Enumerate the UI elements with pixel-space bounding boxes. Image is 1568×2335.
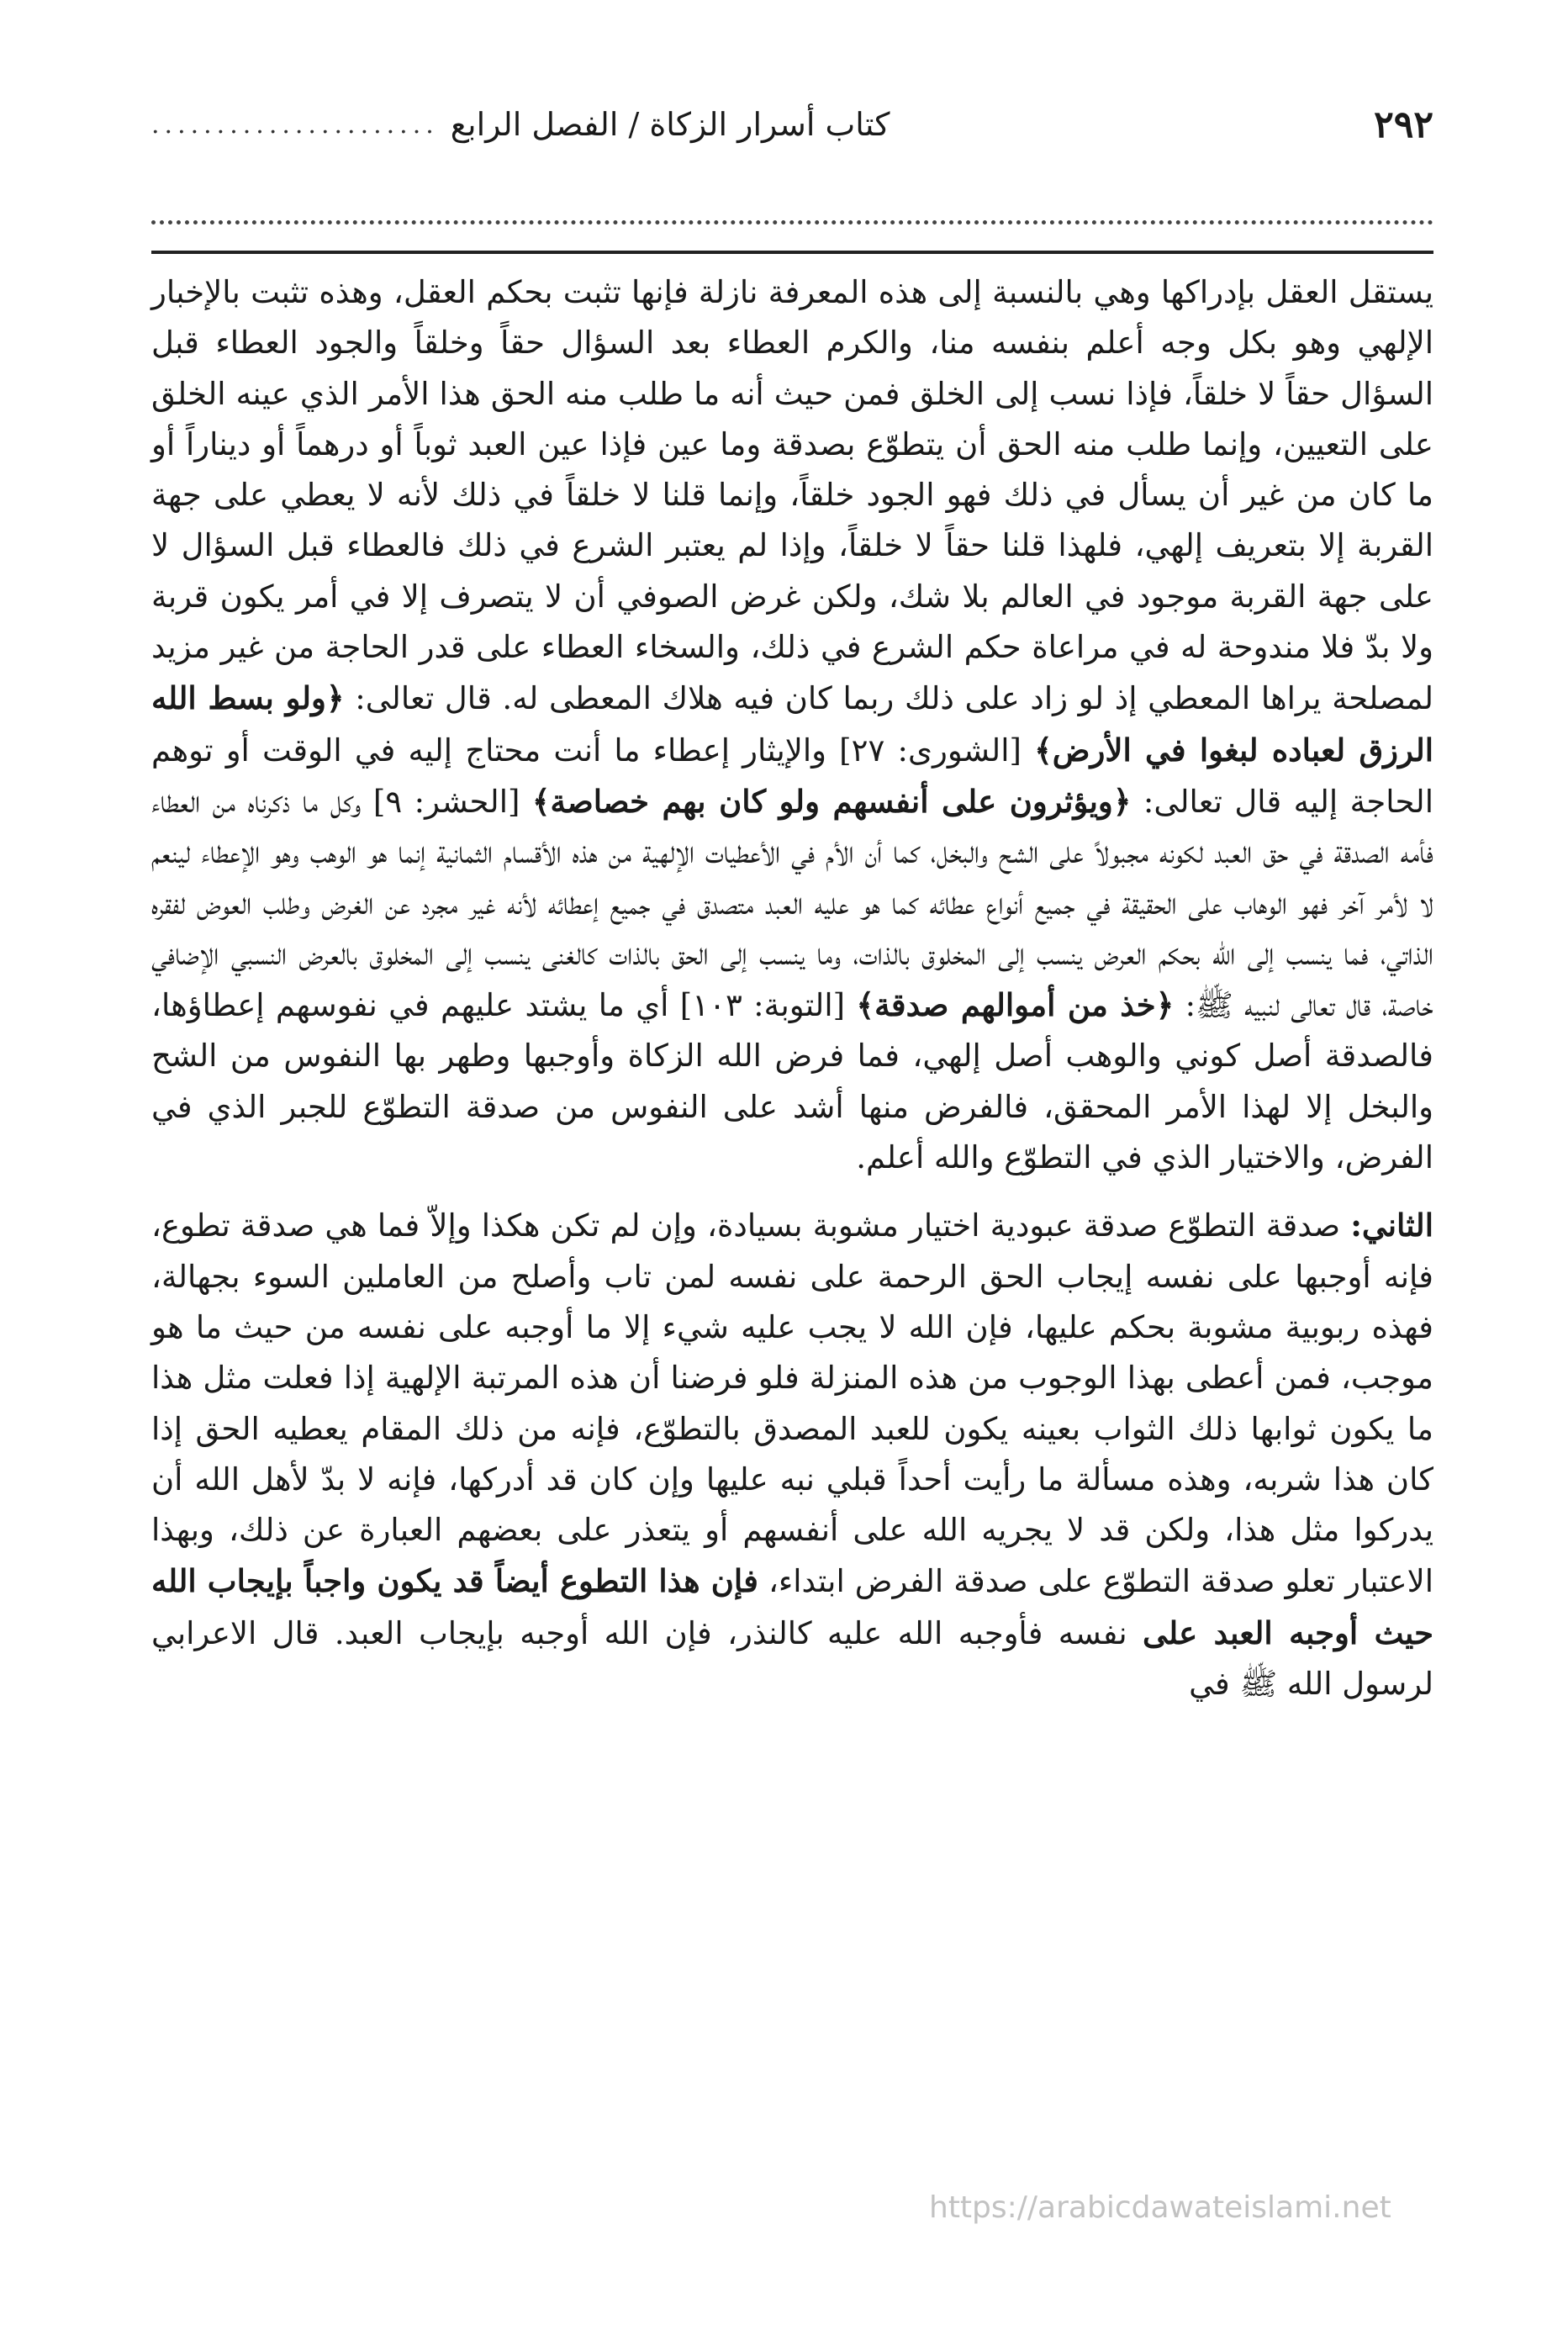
source-watermark: https://arabicdawateislami.net bbox=[929, 2190, 1391, 2225]
paragraph-1-text-d: [التوبة: ١٠٣] أي ما يشتد عليهم في نفوسهم إعطاؤها، فالصدقة أصل كوني والوهب أصل إلهي، فما فرض الله الزكاة وأوجبها وطهر بها النفوس من الشح والبخل إلا لهذا الأمر المحقق، فالفرض منها أشد على النفوس من صدقة التطوّع للجبر الذي في الفرض، والاختيار الذي في التطوّع والله أعلم. bbox=[151, 987, 1433, 1176]
header-solid-rule bbox=[151, 251, 1433, 254]
paragraph-1-text-b: [الشورى: ٢٧] والإيثار إعطاء ما أنت محتاج إليه في الوقت أو توهم الحاجة إليه قال تعالى: bbox=[151, 732, 1433, 820]
paragraph-2-bold-text: فإن هذا التطوع أيضاً قد يكون واجباً بإيجاب الله حيث أوجبه العبد على bbox=[151, 1562, 1433, 1651]
paragraph-1-text-c: [الحشر: ٩] وكل ما ذكرناه من العطاء فأمه الصدقة في حق العبد لكونه مجبولاً على الشح والبخل، كما أن الأم في الأعطيات الإلهية من هذه الأقسام الثمانية إنما هو الوهب وهو الإعطاء لينعم لا لأمر آخر فهو الوهاب على الحقيقة في جميع أنواع عطائه كما هو عليه العبد متصدق في جميع إعطائه لأنه غير مجرد عن الغرض وطلب العوض لفقره الذاتي، فما ينسب إلى الله بحكم العرض ينسب إلى المخلوق بالذات، وما ينسب إلى الحق بالذات كالغنى ينسب إلى المخلوق بالعرض النسبي الإضافي خاصة، قال تعالى لنبيه ﷺ: bbox=[151, 783, 1434, 1024]
paragraph-2-text-b: نفسه فأوجبه الله عليه كالنذر، فإن الله أوجبه بإيجاب العبد. قال الاعرابي لرسول الله ﷺ في bbox=[151, 1614, 1433, 1703]
header-title-group bbox=[151, 106, 890, 143]
header-dotted-rule bbox=[151, 220, 1433, 225]
paragraph-2-text-a: صدقة التطوّع صدقة عبودية اختيار مشوبة بسيادة، وإن لم تكن هكذا وإلاّ فما هي صدقة تطوع، فإنه أوجبها على نفسه إيجاب الحق الرحمة على نفسه لمن تاب وأصلح من العاملين السوء بجهالة، فهذه ربوبية مشوبة بحكم عليها، فإن الله لا يجب عليه شيء إلا ما أوجبه على نفسه من حيث ما هو موجب، فمن أعطى بهذا الوجوب من هذه المنزلة فلو فرضنا أن هذه المرتبة الإلهية إذا فعلت مثل هذا ما يكون ثوابها ذلك الثواب بعينه يكون للعبد المصدق بالتطوّع، فإنه من ذلك المقام يعطيه الحق إذا كان هذا شربه، وهذه مسألة ما رأيت أحداً قبلي نبه عليها وإن كان قد أدركها، فإنه لا بدّ لأهل الله أن يدركوا مثل هذا، ولكن قد لا يجريه الله على أنفسهم أو يتعذر على بعضهم العبارة عن ذلك، وبهذا الاعتبار تعلو صدقة التطوّع على صدقة الفرض ابتداء، bbox=[151, 1207, 1433, 1600]
running-header bbox=[151, 99, 1433, 150]
header-leader-dots: ...................... bbox=[151, 109, 439, 140]
quran-verse-ash-shura: ﴿ولو بسط الله الرزق لعباده لبغوا في الأرض﴾ bbox=[151, 679, 1433, 769]
paragraph-1 bbox=[151, 267, 1433, 1183]
page-number: ٢٩٢ bbox=[1374, 103, 1433, 146]
quran-verse-al-hashr: ﴿ويؤثرون على أنفسهم ولو كان بهم خصاصة﴾ bbox=[531, 782, 1132, 820]
paragraph-2 bbox=[151, 1200, 1433, 1709]
quran-verse-at-tawba: ﴿خذ من أموالهم صدقة﴾ bbox=[856, 986, 1175, 1024]
paragraph-1-text-a: يستقل العقل بإدراكها وهي بالنسبة إلى هذه المعرفة نازلة فإنها تثبت بحكم العقل، وهذه تثبت بالإخبار الإلهي وهو بكل وجه أعلم بنفسه منا، والكرم العطاء بعد السؤال حقاً وخلقاً والجود العطاء قبل السؤال حقاً لا خلقاً، فإذا نسب إلى الخلق فمن حيث أنه ما طلب منه الحق هذا الأمر الذي عينه الخلق على التعيين، وإنما طلب منه الحق أن يتطوّع بصدقة وما عين فإذا عين العبد ثوباً أو درهماً أو ديناراً أو ما كان من غير أن يسأل في ذلك فهو الجود خلقاً، وإنما قلنا لا خلقاً في ذلك لأنه لا يعطي على جهة القربة إلا بتعريف إلهي، فلهذا قلنا حقاً لا خلقاً، وإذا لم يعتبر الشرع في ذلك فالعطاء قبل السؤال لا على جهة القربة موجود في العالم بلا شك، ولكن غرض الصوفي أن لا يتصرف إلا في أمر يكون قربة ولا بدّ فلا مندوحة له في مراعاة حكم الشرع في ذلك، والسخاء العطاء على قدر الحاجة من غير مزيد لمصلحة يراها المعطي إذ لو زاد على ذلك ربما كان فيه هلاك المعطى له. قال تعالى: bbox=[151, 274, 1433, 717]
body-text bbox=[151, 267, 1433, 1709]
chapter-title: كتاب أسرار الزكاة / الفصل الرابع bbox=[450, 106, 890, 143]
paragraph-2-lead: الثاني: bbox=[1350, 1207, 1433, 1244]
